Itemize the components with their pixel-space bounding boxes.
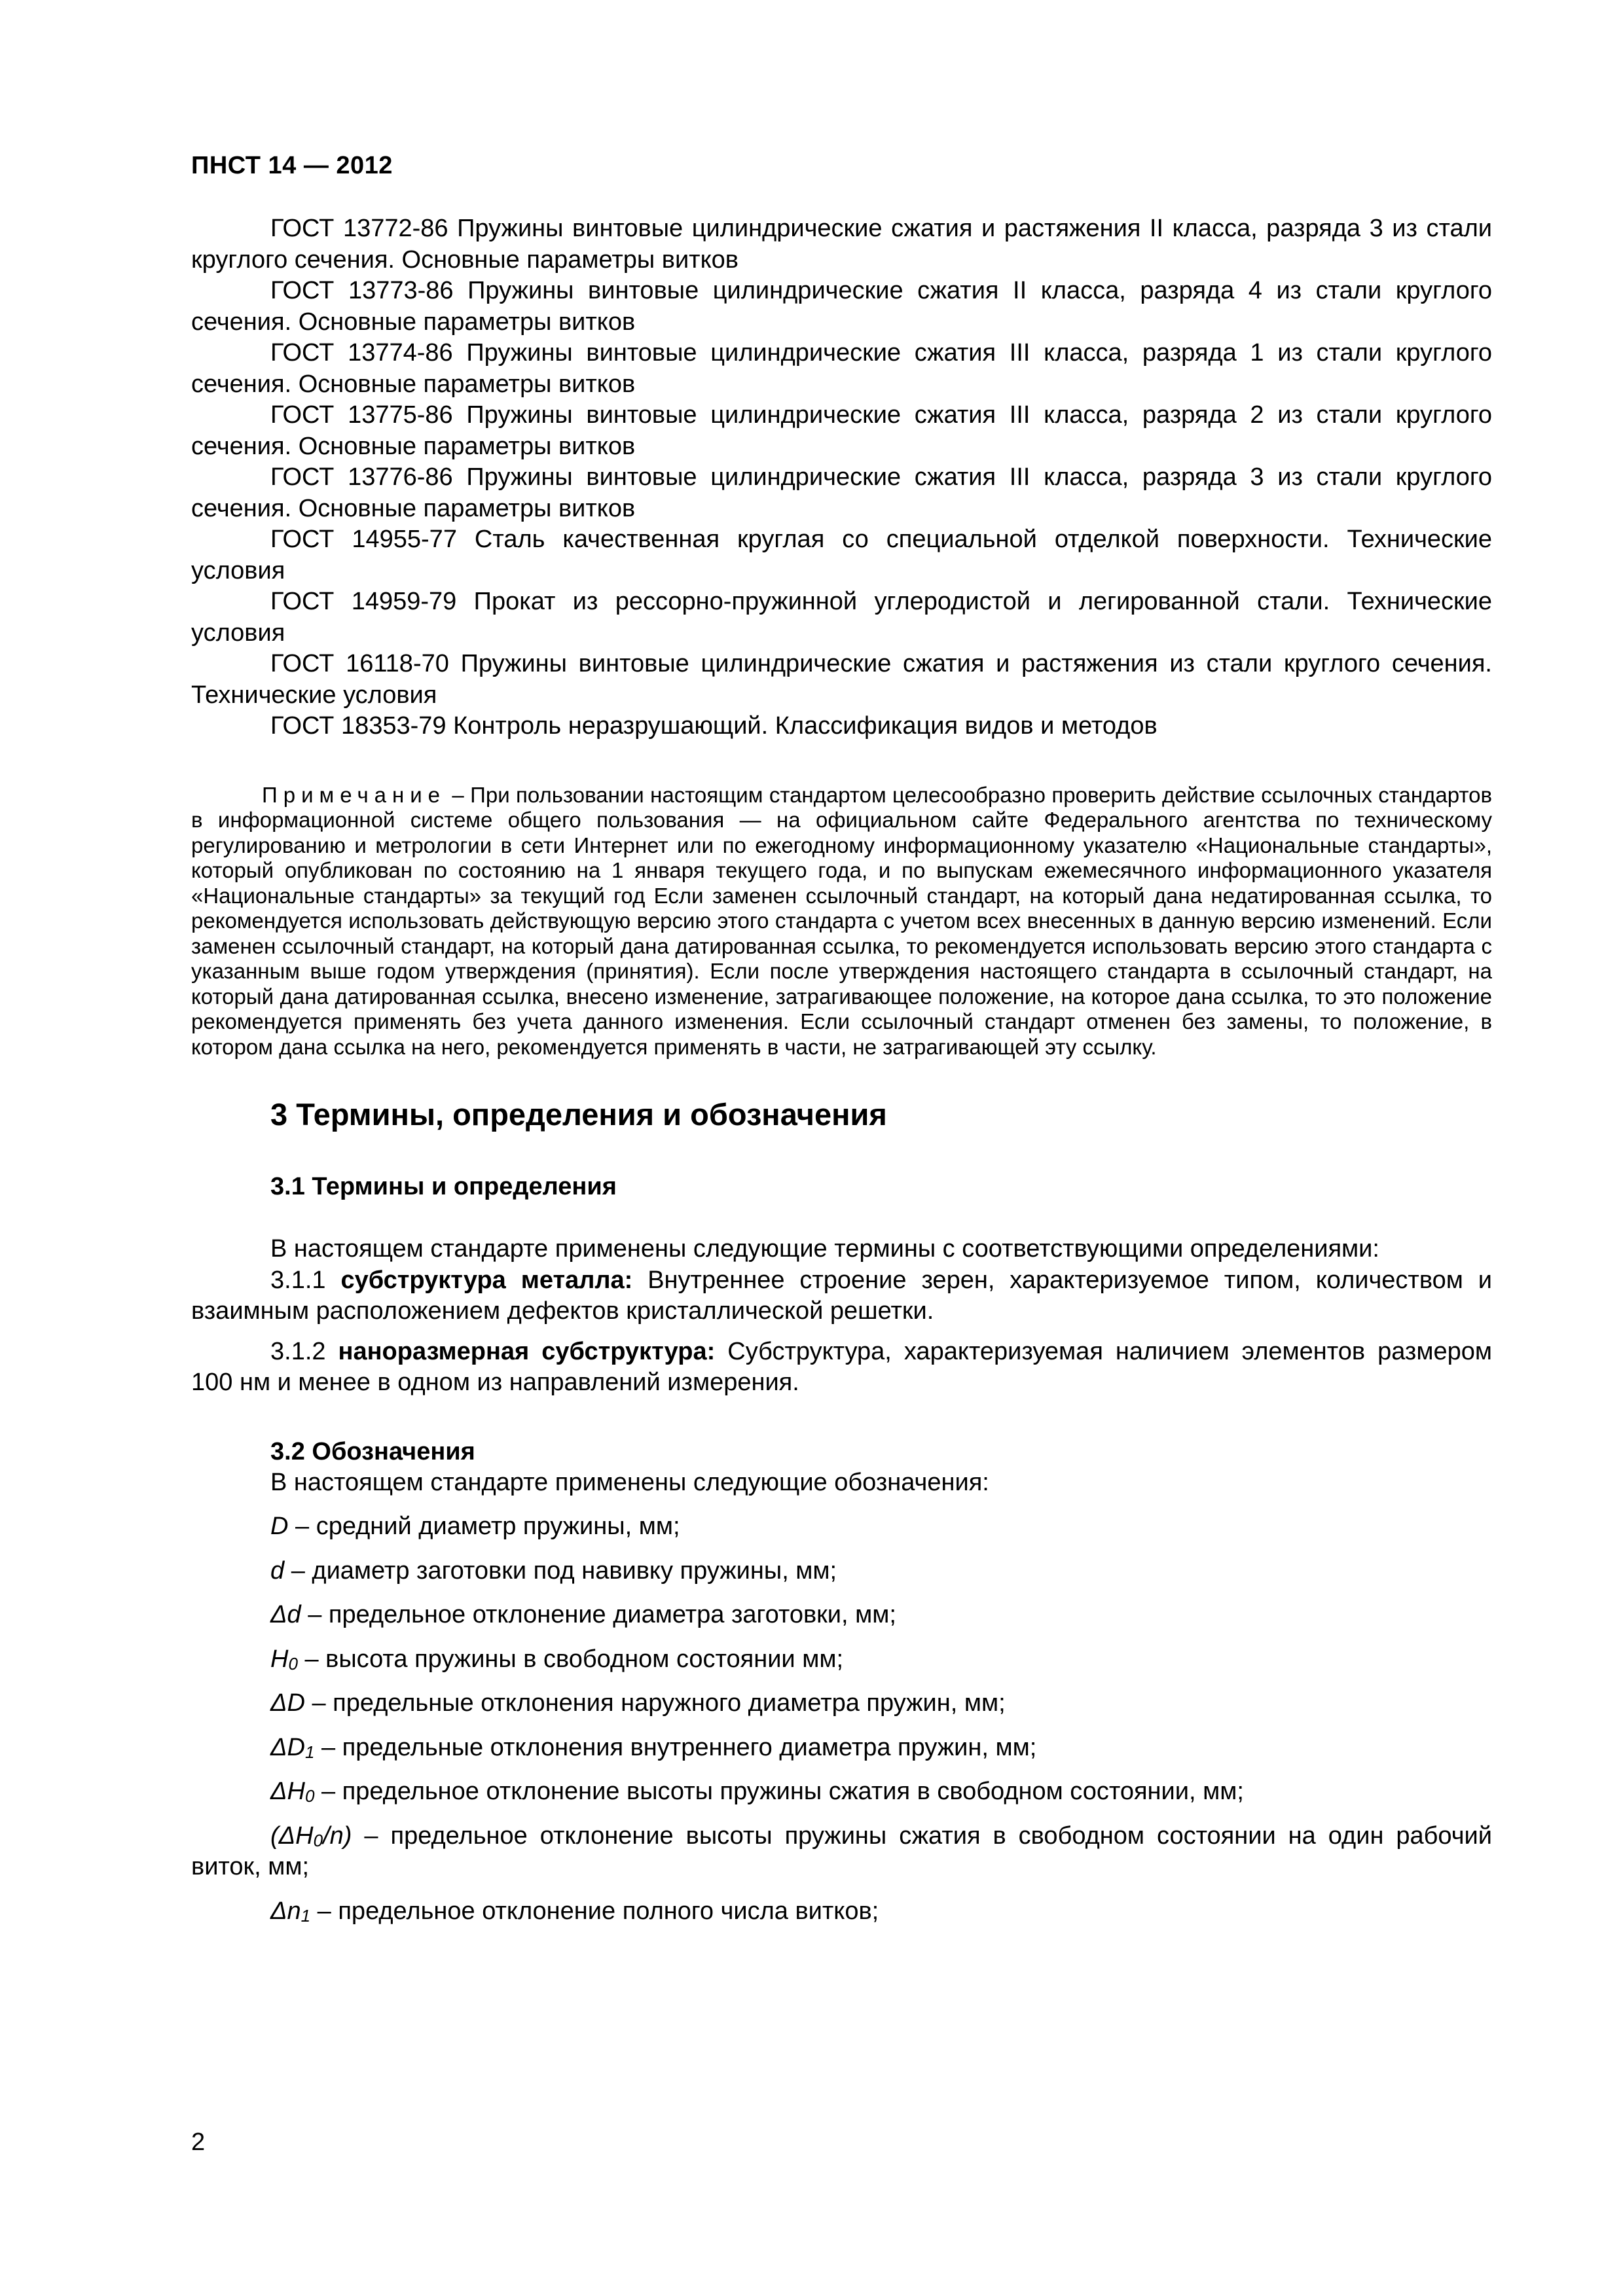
symbol-item [191,1821,1492,1883]
symbol-item [191,1556,1492,1587]
page-number: 2 [191,2128,206,2156]
reference-item: ГОСТ 13775-86 Пружины винтовые цилиндрические сжатия III класса, разряда 2 из стали круглого сечения. Основные параметры витков [191,401,1492,460]
symbol-item [191,1776,1492,1808]
reference-item: ГОСТ 13774-86 Пружины винтовые цилиндрические сжатия III класса, разряда 1 из стали круглого сечения. Основные параметры витков [191,339,1492,398]
symbol: D [270,1513,289,1540]
term-definition [191,1336,1492,1399]
section-heading: 3 Термины, определения и обозначения [270,1097,887,1132]
symbol-item [191,1644,1492,1676]
reference-item: ГОСТ 16118-70 Пружины винтовые цилиндрические сжатия и растяжения из стали круглого сечения. Технические условия [191,650,1492,709]
document-header: ПНСТ 14 — 2012 [191,152,393,179]
symbol: ΔD [270,1689,305,1717]
term-name: субструктура металла: [340,1266,633,1294]
symbol-item [191,1688,1492,1719]
symbol-description: – высота пружины в свободном состоянии мм; [297,1645,844,1673]
subsection-heading: 3.1 Термины и определения [270,1173,617,1200]
symbol-description: – предельные отклонения внутреннего диаметра пружин, мм; [314,1733,1037,1761]
term-text: Внутреннее строение зерен, характеризуемое типом, количеством и взаимным расположением дефектов кристаллической решетки. [191,1266,1492,1325]
symbol: $H_0$ [270,1645,298,1674]
term-number: 3.1.1 [270,1266,341,1294]
reference-item: ГОСТ 13776-86 Пружины винтовые цилиндрические сжатия III класса, разряда 3 из стали круглого сечения. Основные параметры витков [191,463,1492,522]
page-content [191,213,1492,1927]
note-label: Примечание [262,782,447,807]
symbol: $\Delta n_1$ [270,1897,311,1926]
terms-intro: В настоящем стандарте применены следующие термины с соответствующими определениями: [270,1235,1379,1263]
term-definition [191,1265,1492,1327]
symbol-description: – предельное отклонение высоты пружины сжатия в свободном состоянии, мм; [314,1778,1244,1805]
reference-item: ГОСТ 14955-77 Сталь качественная круглая со специальной отделкой поверхности. Технические условия [191,526,1492,584]
symbol: $(\Delta H_0/n)$ [270,1821,352,1850]
reference-item: ГОСТ 13772-86 Пружины винтовые цилиндрические сжатия и растяжения II класса, разряда 3 из стали круглого сечения. Основные параметры витков [191,215,1492,274]
symbol-description: – диаметр заготовки под навивку пружины, мм; [284,1556,837,1585]
symbol-description: – средний диаметр пружины, мм; [288,1513,680,1540]
term-number: 3.1.2 [270,1337,338,1365]
symbol: d [270,1556,285,1585]
symbols-intro: В настоящем стандарте применены следующие обозначения: [270,1468,989,1496]
symbol: $\Delta D_1$ [270,1733,315,1762]
symbol: $\Delta H_0$ [270,1778,315,1806]
note-text: – При пользовании настоящим стандартом целесообразно проверить действие ссылочных стандартов в информационной системе общего пользования — на официальном сайте Федерального агентства по техническому регулированию и метрологии в сети Интернет или по ежегодному информационному указателю «Национальные стандарты», который опубликован по состоянию на 1 января текущего года, и по выпускам ежемесячного информационного указателя «Национальные стандарты» за текущий год Если заменен ссылочный стандарт, на который дана недатированная ссылка, то рекомендуется использовать действующую версию этого стандарта с учетом всех внесенных в данную версию изменений. Если заменен ссылочный стандарт, на который дана датированная ссылка, то рекомендуется использовать версию этого стандарта с указанным выше годом утверждения (принятия). Если после утверждения настоящего стандарта в ссылочный стандарт, на который дана датированная ссылка, внесено изменение, затрагивающее положение, на которое дана ссылка, то это положение рекомендуется применять без учета данного изменения. Если ссылочный стандарт отменен без замены, то положение, в котором дана ссылка на него, рекомендуется применять в части, не затрагивающей эту ссылку. [191,782,1492,1059]
reference-item: ГОСТ 18353-79 Контроль неразрушающий. Классификация видов и методов [270,712,1158,740]
term-name: наноразмерная субструктура: [338,1337,716,1365]
symbols-list [191,1511,1492,1927]
reference-item: ГОСТ 13773-86 Пружины винтовые цилиндрические сжатия II класса, разряда 4 из стали круглого сечения. Основные параметры витков [191,277,1492,336]
note-paragraph [191,783,1492,1060]
term-text: Субструктура, характеризуемая наличием элементов размером 100 нм и менее в одном из направлений измерения. [191,1337,1492,1396]
symbol-description: – предельные отклонения наружного диаметра пружин, мм; [304,1689,1006,1717]
symbol-item [191,1732,1492,1764]
symbol-description: – предельное отклонение диаметра заготовки, мм; [301,1601,896,1628]
subsection-heading: 3.2 Обозначения [270,1437,475,1465]
symbol-item [191,1511,1492,1543]
reference-item: ГОСТ 14959-79 Прокат из рессорно-пружинной углеродистой и легированной стали. Технические условия [191,588,1492,647]
symbol: Δd [270,1601,301,1628]
symbol-description: – предельное отклонение полного числа витков; [310,1897,879,1925]
symbol-item [191,1896,1492,1928]
symbol-item [191,1600,1492,1631]
symbol-description: – предельное отклонение высоты пружины сжатия в свободном состоянии на один рабочий виток, мм; [191,1821,1492,1880]
